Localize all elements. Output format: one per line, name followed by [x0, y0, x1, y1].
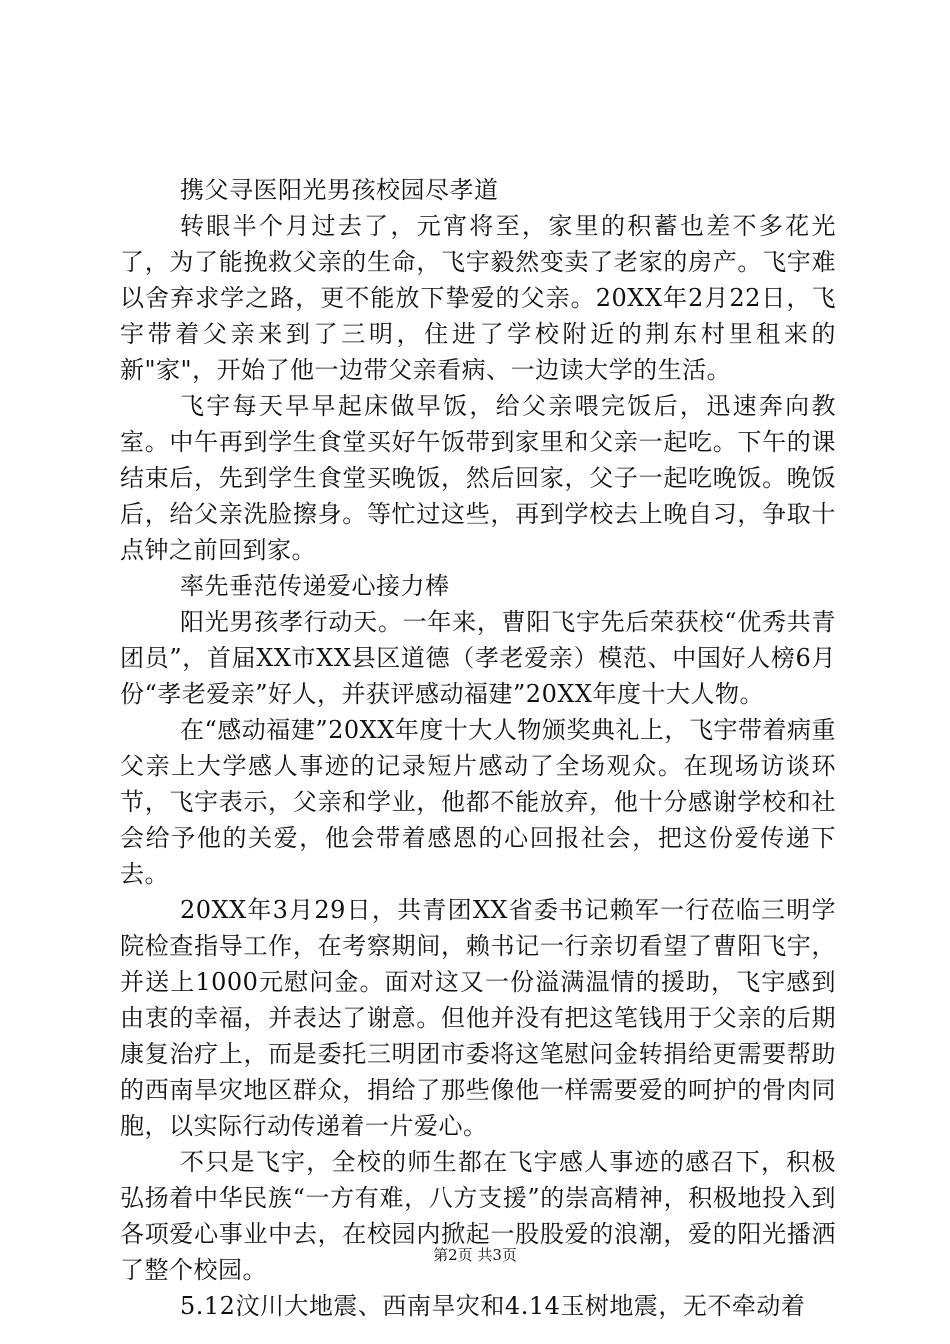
paragraph: 在“感动福建”20XX年度十大人物颁奖典礼上，飞宇带着病重父亲上大学感人事迹的记录短片感动了全场观众。在现场访谈环节，飞宇表示，父亲和学业，他都不能放弃，他十分感谢学校和社会给予他的关爱，他会带着感恩的心回报社会，把这份爱传递下去。 [120, 716, 836, 888]
page-number-footer: 第2页 共3页 [433, 1246, 517, 1264]
paragraph: 不只是飞宇，全校的师生都在飞宇感人事迹的感召下，积极弘扬着中华民族“一方有难，八方支援”的崇高精神，积极地投入到各项爱心事业中去，在校园内掀起一股股爱的浪潮，爱的阳光播洒了整个校园。 [120, 1148, 836, 1284]
paragraph: 阳光男孩孝行动天。一年来，曹阳飞宇先后荣获校“优秀共青团员”，首届XX市XX县区道德（孝老爱亲）模范、中国好人榜6月份“孝老爱亲”好人，并获评感动福建”20XX年度十大人物。 [120, 608, 836, 708]
section-heading-care: 携父寻医阳光男孩校园尽孝道 [180, 176, 499, 204]
paragraph: 飞宇每天早早起床做早饭，给父亲喂完饭后，迅速奔向教室。中午再到学生食堂买好午饭带到家里和父亲一起吃。下午的课结束后，先到学生食堂买晚饭，然后回家，父子一起吃晚饭。晚饭后，给父亲洗脸擦身。等忙过这些，再到学校去上晚自习，争取十点钟之前回到家。 [120, 392, 836, 564]
document-body [120, 172, 836, 1324]
paragraph: 20XX年3月29日，共青团XX省委书记赖军一行莅临三明学院检查指导工作，在考察期间，赖书记一行亲切看望了曹阳飞宇，并送上1000元慰问金。面对这又一份溢满温情的援助，飞宇感到由衷的幸福，并表达了谢意。但他并没有把这笔钱用于父亲的后期康复治疗上，而是委托三明团市委将这笔慰问金转捐给更需要帮助的西南旱灾地区群众，捐给了那些像他一样需要爱的呵护的骨肉同胞，以实际行动传递着一片爱心。 [120, 896, 836, 1140]
section-heading-relay: 率先垂范传递爱心接力棒 [180, 572, 450, 600]
paragraph: 5.12汶川大地震、西南旱灾和4.14玉树地震，无不牵动着 [180, 1292, 806, 1320]
paragraph: 转眼半个月过去了，元宵将至，家里的积蓄也差不多花光了，为了能挽救父亲的生命，飞宇毅然变卖了老家的房产。飞宇难以舍弃求学之路，更不能放下挚爱的父亲。20XX年2月22日，飞宇带着父亲来到了三明，住进了学校附近的荆东村里租来的新"家"，开始了他一边带父亲看病、一边读大学的生活。 [120, 212, 836, 384]
